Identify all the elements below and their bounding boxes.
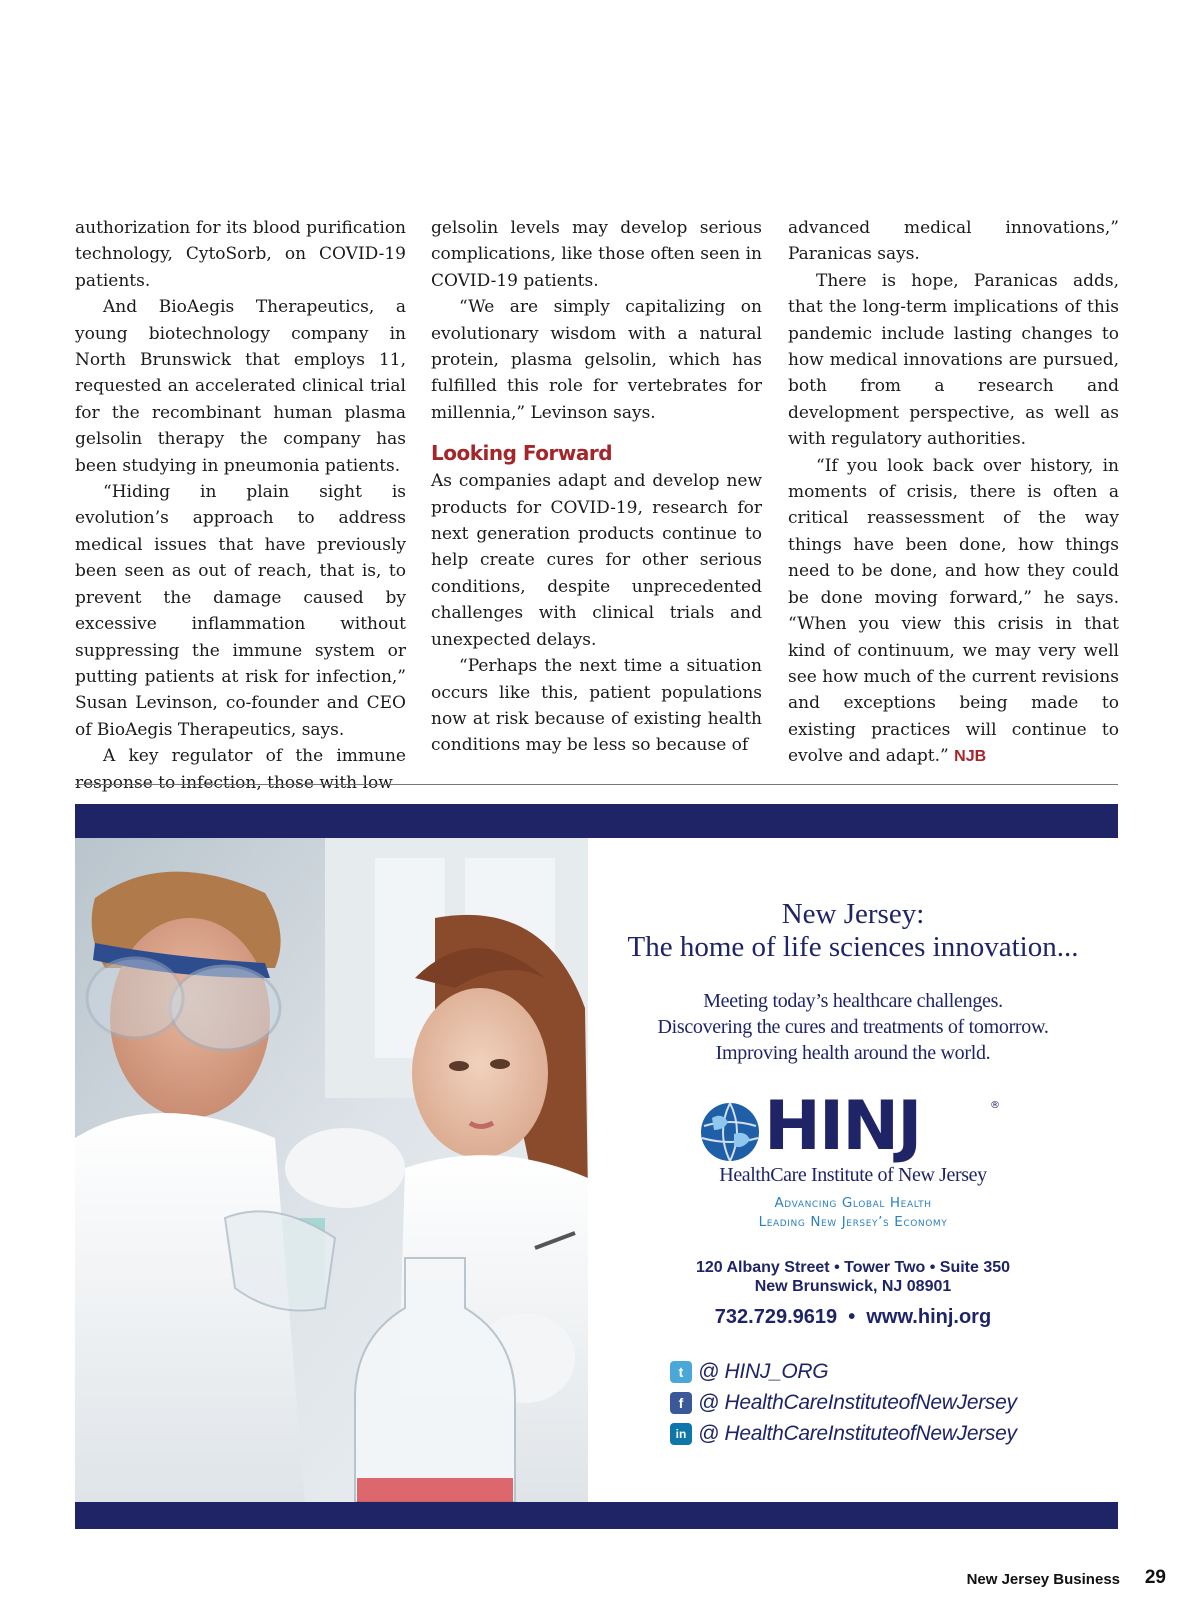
twitter-icon: t [670, 1361, 692, 1383]
section-subhead: Looking Forward [431, 441, 613, 466]
paragraph: “Hiding in plain sight is evolution’s approach to address medical issues that have previously been seen as out of reach, that is, to prevent the damage caused by excessive inflammation without suppressing the immune system or putting patients at risk for infection,” Susan Levinson, co-founder and CEO of BioAegis Therapeutics, says. [75, 482, 406, 740]
paragraph [788, 453, 1119, 771]
organization-name: HealthCare Institute of New Jersey [719, 1164, 987, 1186]
ad-tagline-line-2: Discovering the cures and treatments of tomorrow. [657, 1016, 1049, 1038]
paragraph: A key regulator of the immune response to infection, those with low [75, 746, 406, 793]
paragraph-text: “If you look back over history, in moments of crisis, there is often a critical reassessment of the way things have been done, how things need to be done, and how they could be done moving forward,” he says. “When you view this crisis in that kind of continuum, we may very well see how much of the current revisions and exceptions being made to existing practices will continue to evolve and adapt.” [788, 455, 1119, 767]
paragraph: There is hope, Paranicas adds, that the long-term implications of this pandemic include lasting changes to how medical innovations are pursued, both from a research and development perspective, as well as with regulatory authorities. [788, 270, 1119, 450]
mission-statement [588, 1194, 1118, 1232]
registered-mark: ® [990, 1100, 1000, 1111]
signoff: NJB [954, 748, 987, 766]
social-item-linkedin[interactable] [670, 1418, 1017, 1449]
social-handle: @ HealthCareInstituteofNewJersey [698, 1390, 1017, 1414]
article-column-3 [788, 215, 1119, 771]
ad-tagline-line-1: Meeting today’s healthcare challenges. [703, 990, 1003, 1012]
section-divider [75, 784, 1118, 785]
ad-copy [588, 838, 1118, 1502]
linkedin-icon: in [670, 1423, 692, 1445]
paragraph: “We are simply capitalizing on evolutionary wisdom with a natural protein, plasma gelsolin, which has fulfilled this role for vertebrates for millennia,” Levinson says. [431, 297, 762, 423]
article-column-2 [431, 215, 762, 759]
paragraph: advanced medical innovations,” Paranicas says. [788, 218, 1119, 265]
paragraph: As companies adapt and develop new products for COVID-19, research for next generation products continue to help create cures for other serious conditions, despite unprecedented challenges with clinical trials and unexpected delays. [431, 471, 762, 650]
lab-photo-illustration [75, 838, 588, 1502]
ad-headline-line-1: New Jersey: [781, 898, 925, 930]
social-links [670, 1356, 1017, 1449]
social-handle: @ HealthCareInstituteofNewJersey [698, 1421, 1017, 1445]
mission-line-1: Advancing Global Health [774, 1195, 932, 1211]
advertisement [75, 804, 1118, 1529]
logo-wordmark: HINJ [764, 1087, 921, 1166]
ad-panel [75, 838, 1118, 1502]
paragraph: authorization for its blood purification technology, CytoSorb, on COVID-19 patients. [75, 218, 406, 291]
ad-contact: 732.729.9619 • www.hinj.org [714, 1306, 992, 1328]
paragraph: And BioAegis Therapeutics, a young biotechnology company in North Brunswick that employs 11, requested an accelerated clinical trial for the recombinant human plasma gelsolin therapy the company has been studying in pneumonia patients. [75, 297, 406, 476]
hinj-logo [698, 1087, 1008, 1166]
article-column-1 [75, 215, 406, 796]
social-item-facebook[interactable] [670, 1387, 1017, 1418]
ad-address [588, 1258, 1118, 1296]
facebook-icon: f [670, 1392, 692, 1414]
publication-name: New Jersey Business [966, 1571, 1120, 1588]
page-number: 29 [1144, 1567, 1166, 1588]
ad-photo-lab-scientists [75, 838, 588, 1502]
paragraph: gelsolin levels may develop serious complications, like those often seen in COVID-19 patients. [431, 218, 762, 291]
ad-tagline [588, 988, 1118, 1066]
social-item-twitter[interactable] [670, 1356, 1017, 1387]
globe-icon [698, 1100, 762, 1164]
address-line-1: 120 Albany Street • Tower Two • Suite 350 [695, 1259, 1011, 1276]
paragraph: “Perhaps the next time a situation occurs like this, patient populations now at risk because of existing health conditions may be less so because of [431, 656, 762, 756]
mission-line-2: Leading New Jersey’s Economy [758, 1214, 948, 1230]
ad-headline [588, 898, 1118, 964]
ad-tagline-line-3: Improving health around the world. [715, 1042, 991, 1064]
address-line-2: New Brunswick, NJ 08901 [754, 1278, 952, 1295]
ad-headline-line-2: The home of life sciences innovation... [627, 931, 1079, 963]
social-handle: @ HINJ_ORG [698, 1359, 829, 1383]
